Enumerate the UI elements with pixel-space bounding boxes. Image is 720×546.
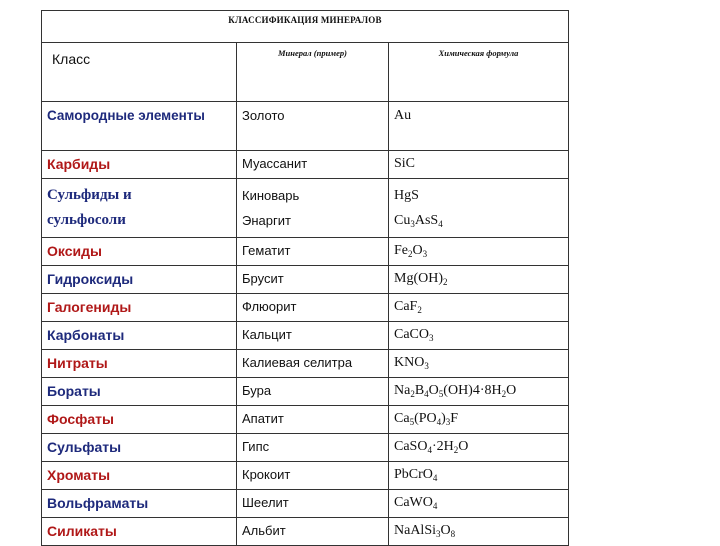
table-row	[42, 294, 569, 322]
formula-part: SiC	[394, 156, 416, 171]
table-title-row	[42, 11, 569, 43]
table-row	[42, 462, 569, 490]
mineral-name: Киноварь	[242, 188, 300, 203]
table-header-row	[42, 43, 569, 102]
formula-part: KNO	[394, 355, 425, 370]
mineral-name: Калиевая селитра	[242, 355, 353, 370]
formula-part: CaSO	[394, 439, 428, 454]
chemical-formula	[394, 243, 568, 259]
table-row	[42, 350, 569, 378]
formula-part: HgS	[394, 188, 419, 203]
mineral-name: Золото	[242, 108, 285, 123]
chemical-formula	[394, 271, 568, 287]
mineral-name: Крокоит	[242, 467, 291, 482]
formula-part: O	[412, 243, 423, 258]
formula-subscript: 5	[409, 417, 415, 427]
formula-part: Au	[394, 108, 412, 123]
formula-subscript: 4	[432, 473, 438, 483]
class-cell: Галогениды	[42, 294, 237, 322]
formula-cell	[389, 322, 569, 350]
mineral-name: Гематит	[242, 243, 291, 258]
header-formula: Химическая формула	[389, 43, 569, 102]
formula-cell	[389, 490, 569, 518]
formula-part: CaCO	[394, 327, 429, 342]
table-row	[42, 406, 569, 434]
class-cell: Нитраты	[42, 350, 237, 378]
mineral-name: Бура	[242, 383, 272, 398]
formula-subscript: 2	[417, 305, 422, 315]
formula-subscript: 3	[410, 219, 415, 229]
mineral-cell	[237, 266, 389, 294]
table-row	[42, 490, 569, 518]
chemical-formula	[394, 467, 568, 483]
mineral-cell	[237, 322, 389, 350]
formula-part: Na	[394, 383, 411, 398]
formula-part: )	[441, 411, 446, 426]
table-row	[42, 102, 569, 151]
formula-cell	[389, 151, 569, 179]
formula-cell	[389, 350, 569, 378]
mineral-name: Шеелит	[242, 495, 289, 510]
table-body	[42, 11, 569, 546]
mineral-cell	[237, 378, 389, 406]
formula-part: CaF	[394, 299, 418, 314]
chemical-formula	[394, 183, 568, 208]
chemical-formula	[394, 108, 568, 124]
formula-subscript: 4	[438, 219, 443, 229]
formula-part: Cu	[394, 213, 411, 228]
formula-subscript: 4	[436, 417, 442, 427]
mineral-cell	[237, 518, 389, 546]
formula-subscript: 3	[422, 249, 428, 259]
mineral-name: Апатит	[242, 411, 284, 426]
chemical-formula	[394, 208, 568, 237]
header-class: Класс	[42, 43, 237, 102]
class-cell: Вольфраматы	[42, 490, 237, 518]
formula-cell	[389, 266, 569, 294]
formula-subscript: 3	[429, 333, 434, 343]
chemical-formula	[394, 439, 568, 455]
mineral-name: Кальцит	[242, 327, 292, 342]
formula-part: O	[458, 439, 469, 454]
class-cell: Самородные элементы	[42, 102, 237, 151]
chemical-formula	[394, 523, 568, 539]
formula-part: CaWO	[394, 495, 433, 510]
formula-subscript: 3	[436, 529, 441, 539]
table-title: КЛАССИФИКАЦИЯ МИНЕРАЛОВ	[42, 11, 569, 43]
formula-part: AsS	[414, 213, 439, 228]
formula-cell	[389, 462, 569, 490]
mineral-cell	[237, 151, 389, 179]
formula-part: (OH)4·8H	[443, 383, 502, 398]
table-row	[42, 322, 569, 350]
mineral-cell	[237, 294, 389, 322]
class-cell	[42, 179, 237, 238]
chemical-formula	[394, 327, 568, 343]
formula-part: Ca	[394, 411, 410, 426]
formula-cell	[389, 378, 569, 406]
formula-subscript: 3	[445, 417, 451, 427]
chemical-formula	[394, 355, 568, 371]
table-row	[42, 434, 569, 462]
header-mineral: Минерал (пример)	[237, 43, 389, 102]
table-row	[42, 151, 569, 179]
table-row	[42, 266, 569, 294]
formula-part: Fe	[394, 243, 408, 258]
class-cell: Хроматы	[42, 462, 237, 490]
formula-part: Mg(OH)	[394, 271, 443, 286]
mineral-cell	[237, 462, 389, 490]
formula-cell	[389, 238, 569, 266]
mineral-cell	[237, 350, 389, 378]
formula-subscript: 4	[427, 445, 432, 455]
formula-subscript: 8	[450, 529, 456, 539]
mineral-name: Флюорит	[242, 299, 297, 314]
class-name-line: сульфосоли	[47, 212, 126, 228]
formula-part: (PO	[414, 411, 437, 426]
mineral-cell	[237, 434, 389, 462]
table-row	[42, 179, 569, 238]
formula-part: ·2H	[431, 439, 454, 454]
mineral-name: Муассанит	[242, 156, 308, 171]
table-row	[42, 238, 569, 266]
formula-subscript: 4	[424, 389, 429, 399]
mineral-cell	[237, 102, 389, 151]
formula-part: NaAlSi	[394, 523, 436, 538]
mineral-name: Гипс	[242, 439, 270, 454]
mineral-name: Энаргит	[242, 213, 291, 228]
formula-subscript: 2	[408, 249, 413, 259]
mineral-name: Брусит	[242, 271, 284, 286]
formula-part: F	[450, 411, 459, 426]
class-cell: Бораты	[42, 378, 237, 406]
class-name-line: Сульфиды и	[47, 187, 132, 203]
formula-part: O	[428, 383, 439, 398]
formula-cell	[389, 294, 569, 322]
mineral-cell	[237, 406, 389, 434]
formula-cell	[389, 434, 569, 462]
table-row	[42, 378, 569, 406]
class-cell: Карбонаты	[42, 322, 237, 350]
formula-subscript: 2	[443, 277, 448, 287]
chemical-formula	[394, 383, 568, 399]
formula-subscript: 3	[424, 361, 429, 371]
chemical-formula	[394, 411, 568, 427]
mineral-name: Альбит	[242, 523, 286, 538]
formula-subscript: 4	[432, 501, 438, 511]
class-cell: Фосфаты	[42, 406, 237, 434]
formula-subscript: 2	[453, 445, 459, 455]
class-cell: Силикаты	[42, 518, 237, 546]
chemical-formula	[394, 156, 568, 172]
class-cell: Карбиды	[42, 151, 237, 179]
formula-cell	[389, 179, 569, 238]
formula-subscript: 5	[438, 389, 444, 399]
class-cell: Гидроксиды	[42, 266, 237, 294]
class-cell: Оксиды	[42, 238, 237, 266]
formula-subscript: 2	[410, 389, 415, 399]
mineral-cell	[237, 238, 389, 266]
formula-subscript: 2	[501, 389, 507, 399]
class-cell: Сульфаты	[42, 434, 237, 462]
table-row	[42, 518, 569, 546]
formula-part: B	[414, 383, 425, 398]
formula-part: PbCrO	[394, 467, 433, 482]
formula-part: O	[506, 383, 517, 398]
chemical-formula	[394, 299, 568, 315]
chemical-formula	[394, 495, 568, 511]
mineral-cell	[237, 179, 389, 238]
formula-cell	[389, 406, 569, 434]
minerals-classification-table	[41, 10, 569, 546]
formula-cell	[389, 518, 569, 546]
formula-cell	[389, 102, 569, 151]
mineral-cell	[237, 490, 389, 518]
formula-part: O	[440, 523, 451, 538]
